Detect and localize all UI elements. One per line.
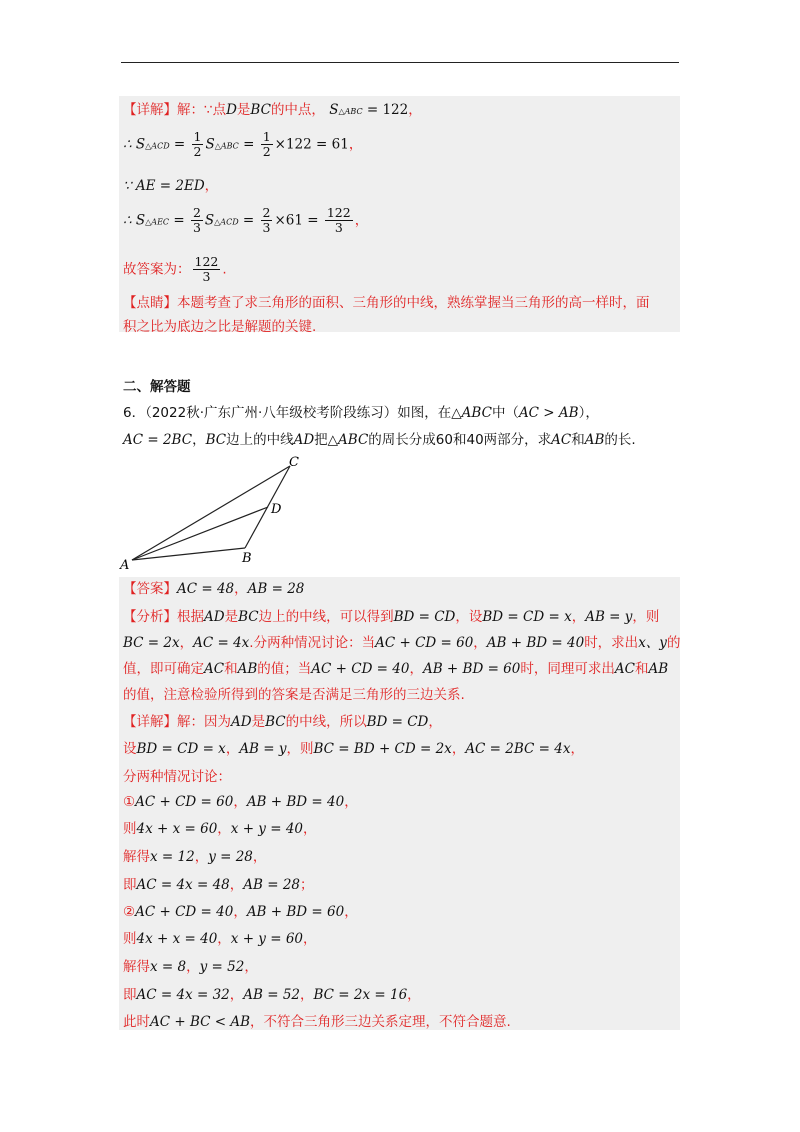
analysis-line-2: BC = 2x，AC = 4x.分两种情况讨论：当AC + CD = 60，AB + BD = 40时，求出x、y的 xyxy=(123,635,681,651)
detail2-line-1: 【详解】解：因为AD是BC的中线，所以BD = CD， xyxy=(123,714,442,730)
label-A: A xyxy=(120,558,130,572)
detail-line-1: 【详解】解：∵点D是BC的中点， S△ABC = 122， xyxy=(123,102,422,118)
fraction: $\frac{1}{2}$ xyxy=(262,129,271,159)
case2-line-5: 此时AC + BC < AB，不符合三角形三边关系定理，不符合题意. xyxy=(123,1014,511,1030)
case1-line-2: 则4x + x = 60，x + y = 40， xyxy=(123,821,317,837)
label-B: B xyxy=(242,551,252,566)
case1-line-4: 即AC = 4x = 48，AB = 28； xyxy=(123,877,314,893)
case2-line-1: ②AC + CD = 40，AB + BD = 60， xyxy=(123,904,358,920)
comment-line-2: 积之比为底边之比是解题的关键. xyxy=(123,319,317,335)
case1-line-3: 解得x = 12，y = 28， xyxy=(123,849,267,865)
detail-line-4: ∴ S△AEC = $\frac{2}{3}$ S△ACD = $\frac{2}{3}$ ×61 = $\frac{122}{3}$ ， xyxy=(123,205,369,235)
question-6-line-2: AC = 2BC，BC边上的中线AD把△ABC的周长分成60和40两部分，求AC和AB的长. xyxy=(123,432,636,448)
case1-line-1: ①AC + CD = 60，AB + BD = 40， xyxy=(123,794,358,810)
detail-line-3: ∵ AE = 2ED， xyxy=(123,178,219,194)
detail-tag: 【详解】 xyxy=(123,714,177,730)
case2-line-2: 则4x + x = 40，x + y = 60， xyxy=(123,931,317,947)
label-C: C xyxy=(289,455,299,470)
question-number: 6． xyxy=(123,405,146,421)
segment-AC xyxy=(132,466,290,560)
fraction: $\frac{1}{2}$ xyxy=(193,129,202,159)
detail-tag: 【详解】 xyxy=(123,102,177,118)
comment-line-1: 【点睛】本题考查了求三角形的面积、三角形的中线，熟练掌握当三角形的高一样时，面 xyxy=(123,295,650,311)
analysis-line-4: 的值，注意检验所得到的答案是否满足三角形的三边关系. xyxy=(123,687,465,703)
analysis-line-1: 【分析】根据AD是BC边上的中线，可以得到BD = CD，设BD = CD = x，AB = y，则 xyxy=(123,609,660,625)
header-rule xyxy=(121,62,679,63)
detail2-line-2: 设BD = CD = x，AB = y，则BC = BD + CD = 2x，AC = 2BC = 4x， xyxy=(123,741,584,757)
comment-tag: 【点睛】 xyxy=(123,295,177,311)
case2-line-4: 即AC = 4x = 32，AB = 52，BC = 2x = 16， xyxy=(123,987,421,1003)
fraction: $\frac{2}{3}$ xyxy=(192,205,201,235)
detail-line-5: 故答案为： $\frac{122}{3}$ . xyxy=(123,254,227,284)
question-6-line-1: 6．（2022秋·广东广州·八年级校考阶段练习）如图，在△ABC中（AC > AB）， xyxy=(123,405,599,421)
fraction: $\frac{122}{3}$ xyxy=(326,205,351,235)
answer-tag: 【答案】 xyxy=(123,581,177,597)
analysis-tag: 【分析】 xyxy=(123,609,177,625)
section-title: 二、解答题 xyxy=(123,379,191,395)
detail2-line-3: 分两种情况讨论： xyxy=(123,769,231,785)
case2-line-3: 解得x = 8，y = 52， xyxy=(123,959,258,975)
detail-line-2: ∴ S△ACD = $\frac{1}{2}$ S△ABC = $\frac{1}{2}$ ×122 = 61， xyxy=(123,129,363,159)
fraction: $\frac{2}{3}$ xyxy=(262,205,271,235)
answer-line: 【答案】AC = 48，AB = 28 xyxy=(123,581,305,597)
label-D: D xyxy=(271,502,282,517)
analysis-line-3: 值，即可确定AC和AB的值；当AC + CD = 40，AB + BD = 60时，同理可求出AC和AB xyxy=(123,661,669,677)
fraction: $\frac{122}{3}$ xyxy=(194,254,219,284)
triangle-figure xyxy=(118,452,318,572)
